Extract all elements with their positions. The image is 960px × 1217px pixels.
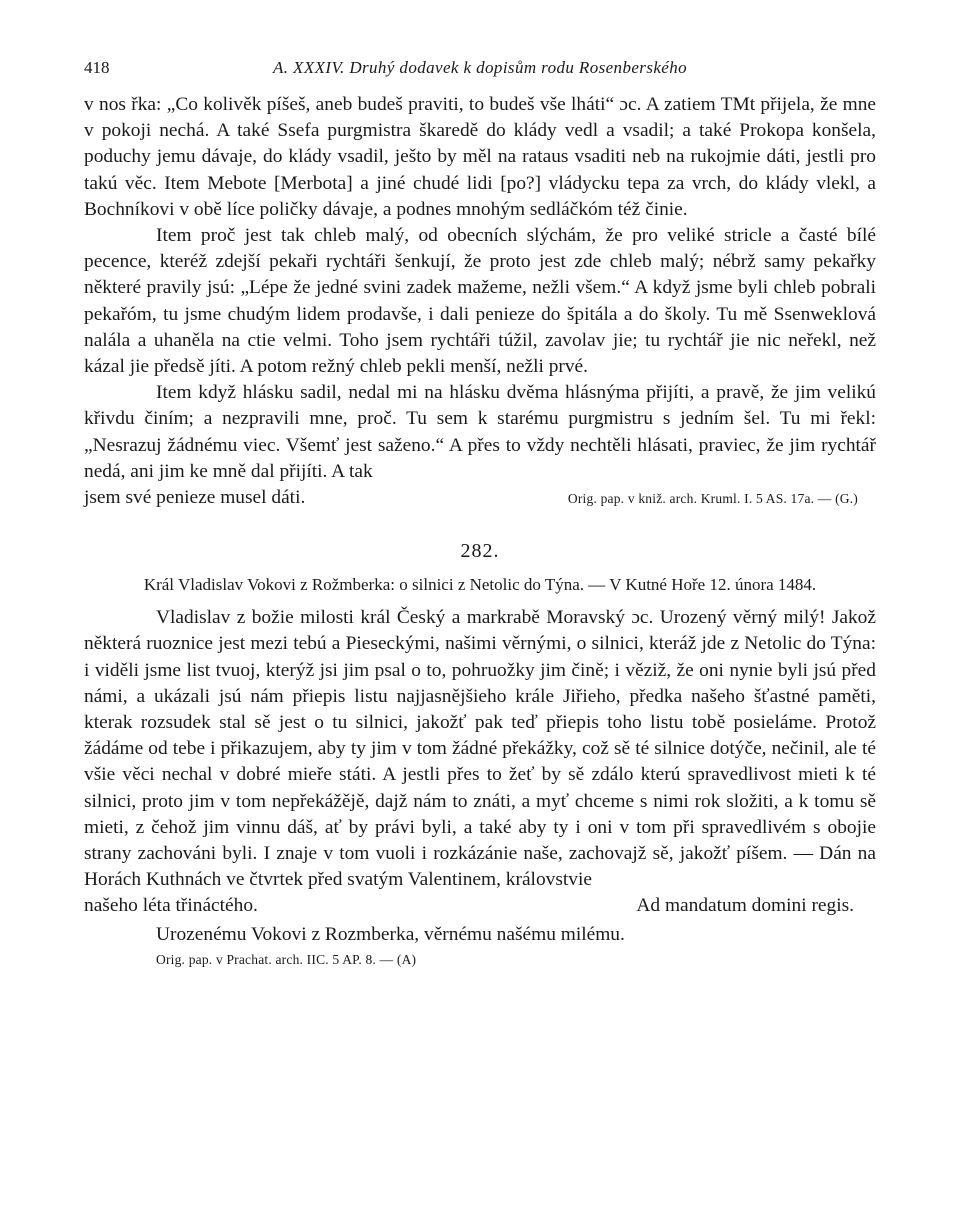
document-body: Vladislav z božie milosti král Český a markrabě Moravský ɔc. Urozený věrný milý! Jakož některá ruoznice jest mezi tebú a Pieseckými, našimi věrnými, o silnici, kteráž jde z Netolic do Týna: i viděli jsme list tvuoj, kterýž jsi jim psal o to, pohruožky jim čině; i věziž, že oni nynie byli jsú před námi, a ukázali jsú nám přiepis listu najjasnějšieho krále Jiřieho, předka našeho šťastné paměti, kterak rozsudek stal sě jest o tu silnici, jakožť pak teď přiepis toho listu tobě posieláme. Protož žádáme od tebe i přikazujem, aby ty jim v tom žádné překážky, což sě té silnice dotýče, nečinil, ale té všie věci nechal v dobré mieře státi. A jestli přes to žeť by sě zdálo kterú spravedlivost mieti k té silnici, proto jim v tom nepřekážějě, dajž nám to znáti, a myť chceme s nimi rok složiti, a k tomu sě mieti, z čehož jim vinnu dáš, ať by právi byli, a také aby ty i oni v tom při spravedlivém s obojie strany zachováni byli. I znaje v tom vuoli i rozkázánie naše, zachovajž sě, jakožť píšem. — Dán na Horách Kuthnách ve čtvrtek před svatým Valentinem, královstvie bbox=[84, 607, 876, 891]
paragraph-end-with-source bbox=[84, 485, 876, 512]
document-number: 282. bbox=[460, 540, 500, 563]
book-page bbox=[84, 58, 876, 968]
document-closing bbox=[84, 893, 876, 919]
running-head: A. XXXIV. Druhý dodavek k dopisům rodu Rosenberského bbox=[272, 58, 688, 77]
source-note: Orig. pap. v Prachat. arch. IIC. 5 AP. 8. — (A) bbox=[156, 951, 417, 967]
mandate-note: Ad mandatum domini regis. bbox=[636, 895, 854, 917]
source-note: Orig. pap. v kniž. arch. Kruml. I. 5 AS. 17a. — (G.) bbox=[567, 491, 858, 507]
paragraph: Item proč jest tak chleb malý, od obecních slýchám, že pro veliké stricle a časté bílé pecence, kteréž zdejší pekaři rychtáři šenkují, že proto jest zde chleb malý; nébrž samy pekařky některé pravily jsú: „Lépe že jedné svini zadek mažeme, nežli všem.“ A když jsme byli chleb pobrali pekařóm, tu jsme chudým lidem prodavše, i dali penieze do špitála a do školy. Tu mě Ssenweklová nalála a uhaněla na ctie velmi. Toho jsem rychtáři túžil, zavolav jie; tu rychtář jie nic neřekl, než kázal jie předsě jíti. A potom režný chleb pekli menší, nežli prvé. bbox=[84, 225, 876, 378]
page-header bbox=[84, 58, 876, 92]
document-regest: Král Vladislav Vokovi z Rožmberka: o silnici z Netolic do Týna. — V Kutné Hoře 12. února 1484. bbox=[143, 575, 817, 595]
page-number: 418 bbox=[84, 58, 110, 77]
closing-date: našeho léta třináctého. bbox=[84, 895, 258, 917]
last-line: jsem své penieze musel dáti. bbox=[84, 487, 306, 509]
paragraph: v nos řka: „Co kolivěk píšeš, aneb budeš praviti, to budeš vše lháti“ ɔc. A zatiem TMt přijela, že mne v pokoji nechá. A také Ssefa purgmistra škaredě do klády vedl a vsadil; a také Prokopa konšela, poduchy jemu dávaje, do klády vsadil, ještо by měl na rataus vsaditi neb na rukojmie dáti, jestli pro takú věc. Item Mebote [Merbota] a jiné chudé lidi [po?] vládycku tepa za vrch, do klády vlekl, a Bochníkovi v obě líce poličky dávaje, a podnes mnohým sedláčkóm též činie. bbox=[84, 94, 876, 220]
paragraph: Item když hlásku sadil, nedal mi na hlásku dvěma hlásnýma přijíti, a pravě, že jim velikú křivdu činím; a nezpravili mne, proč. Tu sem k starému purgmistru s jedním šel. Tu mi řekl: „Nesrazuj žádnému viec. Všemť jest saženo.“ A přes to vždy nechtěli hlásati, praviec, že jim rychtář nedá, ani jim ke mně dal přijíti. A tak bbox=[84, 382, 876, 482]
document-address: Urozenému Vokovi z Rozmberka, věrnému našému milému. bbox=[156, 923, 625, 945]
previous-document-continuation bbox=[84, 92, 876, 512]
